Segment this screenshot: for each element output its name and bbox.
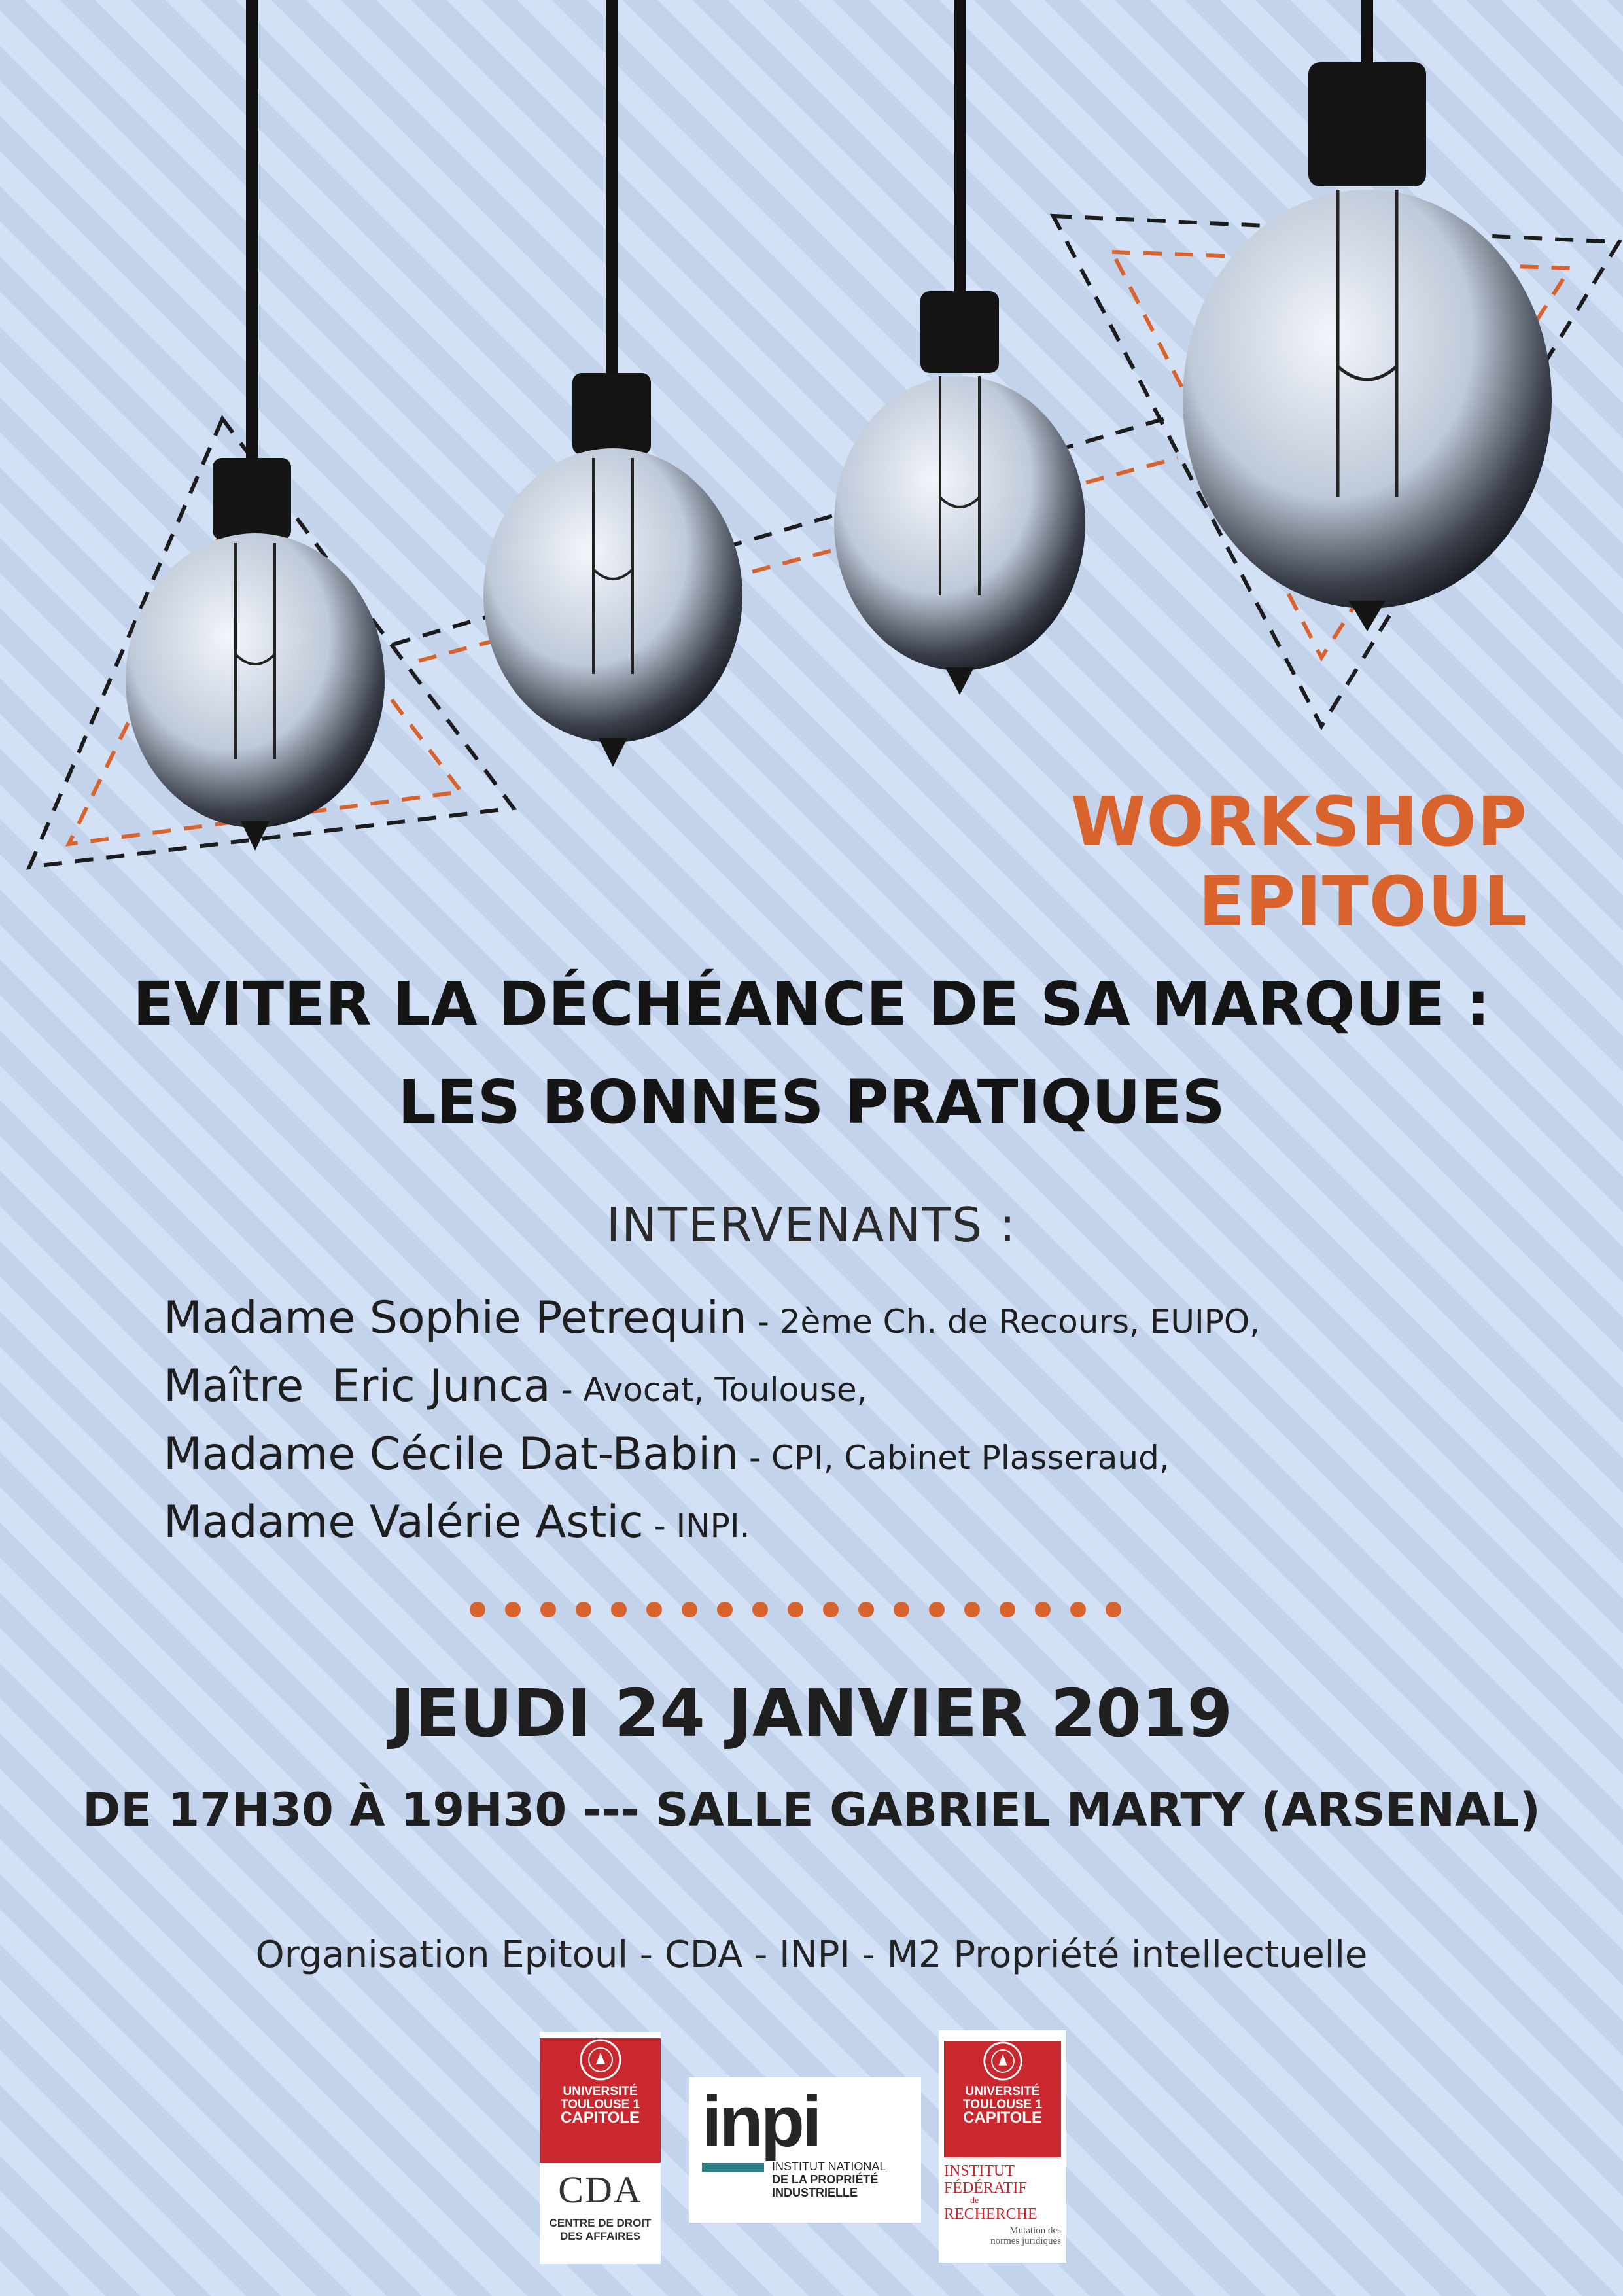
speaker-role: - Avocat, Toulouse, [550, 1371, 867, 1409]
light-bulb-icon [834, 0, 1085, 695]
workshop-series-label: WORKSHOP EPITOUL [1070, 782, 1527, 942]
light-bulb-icon [1183, 0, 1552, 631]
speaker-item [164, 1496, 1570, 1564]
ut1-name-line: TOULOUSE 1 [962, 2098, 1043, 2111]
logo-inpi [689, 2077, 921, 2223]
speaker-role: - INPI. [643, 1507, 750, 1545]
ifr-name-line: INSTITUT [944, 2163, 1015, 2180]
cda-name-line: CENTRE DE DROIT [549, 2217, 652, 2229]
ut1-red-block [540, 2038, 661, 2163]
ifr-name-line: de [970, 2196, 979, 2206]
light-bulb-icon [126, 0, 385, 851]
logo-ut1-cda [540, 2032, 661, 2264]
ifr-name-line: RECHERCHE [944, 2206, 1038, 2223]
inpi-name-line: DE LA PROPRIÉTÉ [772, 2173, 879, 2186]
ifr-subtitle-line: Mutation des [1009, 2225, 1061, 2236]
university-seal-icon [983, 2041, 1023, 2081]
speaker-name: Madame Valérie Astic [164, 1496, 644, 1548]
inpi-teal-bar [702, 2163, 764, 2172]
cda-mark: CDA [558, 2168, 642, 2211]
ut1-name-line: CAPITOLE [963, 2109, 1042, 2127]
ut1-name-line: CAPITOLE [561, 2109, 640, 2127]
speakers-heading: INTERVENANTS : [606, 1197, 1017, 1252]
ut1-red-block [944, 2041, 1061, 2157]
hanging-bulbs-illustration [0, 0, 1623, 916]
ut1-name-line: UNIVERSITÉ [563, 2085, 638, 2098]
ut1-name-line: UNIVERSITÉ [965, 2085, 1040, 2098]
cda-name-line: DES AFFAIRES [559, 2230, 641, 2242]
speaker-role: - CPI, Cabinet Plasseraud, [739, 1439, 1170, 1477]
light-bulb-icon [483, 0, 742, 767]
organisation-line: Organisation Epitoul - CDA - INPI - M2 Propriété intellectuelle [255, 1934, 1368, 1976]
speaker-name: Madame Cécile Dat-Babin [164, 1428, 739, 1480]
speaker-name: Maître Eric Junca [164, 1360, 551, 1412]
dot-separator-icon [468, 1597, 1138, 1623]
event-title [0, 955, 1623, 1152]
ut1-name-line: TOULOUSE 1 [560, 2098, 640, 2111]
inpi-name-line: INDUSTRIELLE [772, 2186, 858, 2199]
speaker-role: - 2ème Ch. de Recours, EUIPO, [746, 1303, 1261, 1341]
speaker-name: Madame Sophie Petrequin [164, 1292, 747, 1344]
event-title-line-2: LES BONNES PRATIQUES [398, 1067, 1225, 1137]
logo-ut1-ifr [939, 2030, 1066, 2263]
speaker-item [164, 1360, 1570, 1428]
university-seal-icon [579, 2038, 622, 2081]
event-date: JEUDI 24 JANVIER 2019 [390, 1675, 1233, 1752]
ifr-subtitle-line: normes juridiques [990, 2236, 1061, 2246]
inpi-mark: inpi [702, 2081, 820, 2162]
ifr-name-line: FÉDÉRATIF [944, 2180, 1027, 2197]
inpi-name-line: INSTITUT NATIONAL [772, 2160, 886, 2173]
speaker-item [164, 1292, 1570, 1360]
event-time-place: DE 17H30 À 19H30 --- SALLE GABRIEL MARTY (ARSENAL) [82, 1783, 1541, 1837]
event-title-line-1: EVITER LA DÉCHÉANCE DE SA MARQUE : [133, 969, 1490, 1039]
speakers-list [164, 1292, 1570, 1564]
speaker-item [164, 1428, 1570, 1496]
